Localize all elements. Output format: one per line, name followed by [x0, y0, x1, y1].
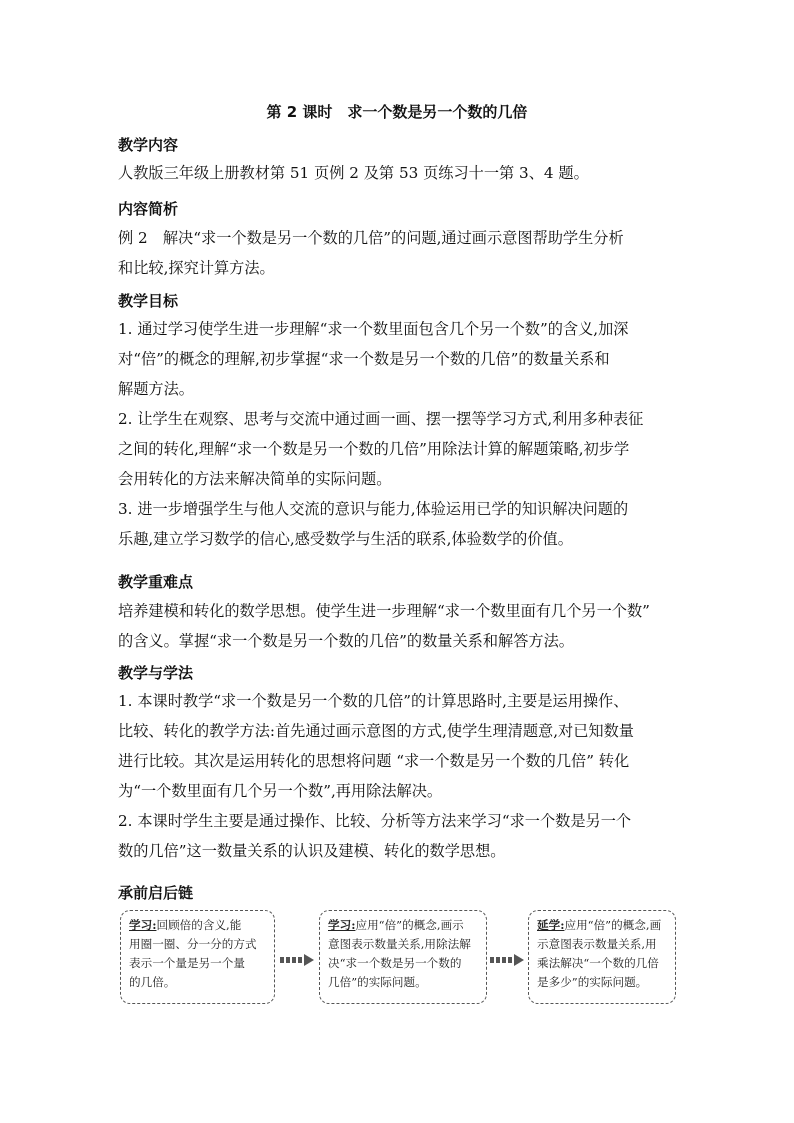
learning-chain-diagram [118, 910, 678, 1010]
goals-text [118, 314, 676, 554]
keypoints-line: 培养建模和转化的数学思想。使学生进一步理解“求一个数里面有几个另一个数” [118, 602, 650, 620]
chain-box-line: 回顾倍的含义,能 [156, 918, 242, 932]
goals-line: 乐趣,建立学习数学的信心,感受数学与生活的联系,体验数学的价值。 [118, 530, 573, 548]
methods-line: 为“一个数里面有几个另一个数”,再用除法解决。 [118, 782, 443, 800]
chain-box-line: 乘法解决“一个数的几倍 [537, 956, 659, 970]
chain-box-line: 决“求一个数是另一个数的 [328, 956, 462, 970]
heading-methods: 教学与学法 [118, 664, 194, 682]
chain-box-current [319, 910, 487, 1004]
chain-box-label: 学习: [129, 918, 157, 932]
goals-line: 3. 进一步增强学生与他人交流的意识与能力,体验运用已学的知识解决问题的 [118, 500, 629, 518]
chain-box-prior [120, 910, 275, 1004]
methods-line: 1. 本课时教学“求一个数是另一个数的几倍”的计算思路时,主要是运用操作、 [118, 692, 629, 710]
chain-box-line: 应用“倍”的概念,画 [564, 918, 662, 932]
chain-box-line: 用圈一圈、分一分的方式 [129, 937, 257, 951]
keypoints-text [118, 596, 676, 656]
methods-line: 数的几倍”这一数量关系的认识及建模、转化的数学思想。 [118, 842, 506, 860]
heading-analysis: 内容简析 [118, 200, 179, 218]
goals-line: 对“倍”的概念的理解,初步掌握“求一个数是另一个数的几倍”的数量关系和 [118, 350, 610, 368]
content-text [118, 158, 676, 188]
heading-chain: 承前启后链 [118, 884, 194, 902]
goals-line: 2. 让学生在观察、思考与交流中通过画一画、摆一摆等学习方式,利用多种表征 [118, 410, 644, 428]
chain-box-line: 几倍”的实际问题。 [328, 975, 427, 989]
chain-box-line: 是多少”的实际问题。 [537, 975, 648, 989]
content-line: 人教版三年级上册教材第 51 页例 2 及第 53 页练习十一第 3、4 题。 [118, 164, 589, 182]
chain-box-extension [528, 910, 676, 1004]
methods-text [118, 686, 676, 866]
chain-box-line: 的几倍。 [129, 975, 176, 989]
analysis-text [118, 223, 676, 283]
analysis-line: 和比较,探究计算方法。 [118, 259, 275, 277]
chain-box-line: 示意图表示数量关系,用 [537, 937, 657, 951]
goals-line: 之间的转化,理解“求一个数是另一个数的几倍”用除法计算的解题策略,初步学 [118, 440, 630, 458]
chain-box-label: 延学: [537, 918, 565, 932]
arrow-right-icon [490, 954, 524, 966]
chain-box-line: 意图表示数量关系,用除法解 [328, 937, 471, 951]
chain-box-label: 学习: [328, 918, 356, 932]
analysis-line: 例 2 解决“求一个数是另一个数的几倍”的问题,通过画示意图帮助学生分析 [118, 229, 624, 247]
page-title: 第 2 课时 求一个数是另一个数的几倍 [266, 103, 528, 121]
chain-box-line: 应用“倍”的概念,画示 [355, 918, 464, 932]
heading-content: 教学内容 [118, 136, 179, 154]
goals-line: 会用转化的方法来解决简单的实际问题。 [118, 470, 392, 488]
arrow-right-icon [280, 954, 314, 966]
heading-keypoints: 教学重难点 [118, 573, 194, 591]
methods-line: 进行比较。其次是运用转化的思想将问题 “求一个数是另一个数的几倍” 转化 [118, 752, 630, 770]
chain-box-line: 表示一个量是另一个量 [129, 956, 245, 970]
heading-goals: 教学目标 [118, 292, 179, 310]
methods-line: 2. 本课时学生主要是通过操作、比较、分析等方法来学习“求一个数是另一个 [118, 812, 632, 830]
goals-line: 解题方法。 [118, 380, 194, 398]
keypoints-line: 的含义。掌握“求一个数是另一个数的几倍”的数量关系和解答方法。 [118, 632, 574, 650]
methods-line: 比较、转化的教学方法:首先通过画示意图的方式,使学生理清题意,对已知数量 [118, 722, 634, 740]
goals-line: 1. 通过学习使学生进一步理解“求一个数里面包含几个另一个数”的含义,加深 [118, 320, 629, 338]
